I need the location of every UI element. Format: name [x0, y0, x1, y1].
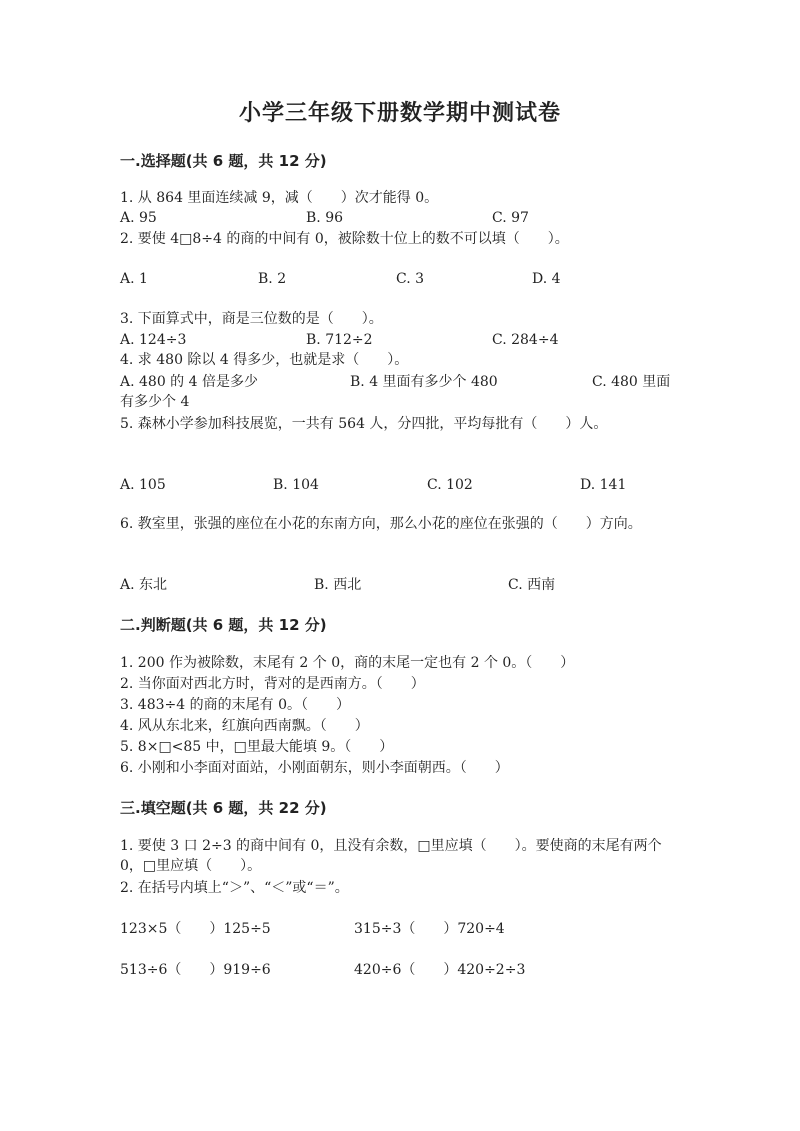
question-text: 6. 小刚和小李面对面站，小刚面朝东，则小李面朝西。（ ） — [120, 760, 509, 776]
option: A. 95 — [120, 210, 157, 226]
question-text: 1. 从 864 里面连续减 9，减（ ）次才能得 0。 — [120, 190, 439, 206]
question-text: 6. 教室里，张强的座位在小花的东南方向，那么小花的座位在张强的（ ）方向。 — [120, 516, 642, 532]
option: A. 480 的 4 倍是多少 — [120, 374, 258, 390]
compare-item: 420÷6（ ）420÷2÷3 — [354, 962, 526, 978]
option: D. 141 — [580, 477, 627, 493]
option: C. 3 — [396, 271, 425, 287]
option: B. 96 — [306, 210, 344, 226]
option: B. 西北 — [314, 577, 362, 593]
question-text: 3. 483÷4 的商的末尾有 0。（ ） — [120, 697, 350, 713]
option: A. 124÷3 — [120, 332, 187, 348]
question-text: 5. 森林小学参加科技展览，一共有 564 人，分四批，平均每批有（ ）人。 — [120, 416, 608, 432]
option: C. 西南 — [508, 577, 556, 593]
question-text: 4. 求 480 除以 4 得多少，也就是求（ ）。 — [120, 352, 409, 368]
section-heading-fill: 三.填空题(共 6 题，共 22 分) — [120, 799, 327, 817]
question-text: 4. 风从东北来，红旗向西南飘。（ ） — [120, 718, 369, 734]
section-heading-choice: 一.选择题(共 6 题，共 12 分) — [120, 152, 327, 170]
section-heading-judge: 二.判断题(共 6 题，共 12 分) — [120, 616, 327, 634]
question-text: 2. 要使 4□8÷4 的商的中间有 0，被除数十位上的数不可以填（ ）。 — [120, 231, 569, 247]
option: B. 2 — [258, 271, 287, 287]
option: C. 284÷4 — [492, 332, 559, 348]
compare-item: 123×5（ ）125÷5 — [120, 921, 271, 937]
question-text: 3. 下面算式中，商是三位数的是（ ）。 — [120, 311, 383, 327]
option: A. 东北 — [120, 577, 168, 593]
page-title: 小学三年级下册数学期中测试卷 — [238, 100, 561, 126]
option: C. 480 里面 — [592, 374, 671, 390]
option: A. 1 — [120, 271, 148, 287]
question-text: 1. 要使 3 口 2÷3 的商中间有 0，且没有余数，□里应填（ ）。要使商的末尾有两个 0，□里应填（ ）。 — [120, 838, 662, 874]
option: C. 102 — [427, 477, 473, 493]
question-text: 2. 当你面对西北方时，背对的是西南方。（ ） — [120, 676, 425, 692]
question-text: 1. 200 作为被除数，末尾有 2 个 0，商的末尾一定也有 2 个 0。（ ） — [120, 655, 575, 671]
option: B. 4 里面有多少个 480 — [350, 374, 498, 390]
option: A. 105 — [120, 477, 166, 493]
option: C. 97 — [492, 210, 529, 226]
question-text: 2. 在括号内填上“＞”、“＜”或“＝”。 — [120, 880, 349, 896]
question-text: 5. 8×□<85 中，□里最大能填 9。（ ） — [120, 739, 394, 755]
option: B. 712÷2 — [306, 332, 373, 348]
option: 有多少个 4 — [120, 394, 190, 410]
compare-item: 315÷3（ ）720÷4 — [354, 921, 505, 937]
compare-item: 513÷6（ ）919÷6 — [120, 962, 271, 978]
option: D. 4 — [532, 271, 561, 287]
option: B. 104 — [273, 477, 319, 493]
